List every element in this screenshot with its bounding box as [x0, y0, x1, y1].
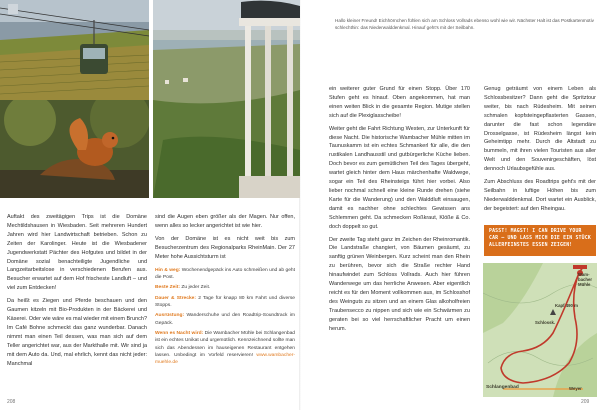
map-label-muehle: Wam-bacher Mühle [578, 272, 593, 287]
paragraph: Da heißt es Ziegen und Pferde beschauen und den Gaumen kitzeln mit Bio-Produkten in der Bäckerei und Käserei. Oder wie wäre es mal wieder mit einem Brunch? Im Café Bohne schmeckt das ganz wunderbar. Danach nimmt man einen Teil dessen, was man sich auf dem Teller angerichtet war, aus der Markthalle mit. Wir sind ja mit dem Auto da. Und, mal ehrlich, kennt das nicht jeder: Manchmal [7, 298, 148, 367]
tip-box: PASST! MAGST! I CAN DRIVE YOUR CAR – UND LASS MICH DIE EIN STÜCK ALLERFEINSTES ESSEN ZEIGEN! [484, 225, 596, 256]
info-item [155, 330, 295, 367]
info-label: Ausrüstung: [155, 313, 185, 319]
info-label: Hin & weg: [155, 267, 181, 273]
paragraph: Weiter geht die Fahrt Richtung Westen, zur Unterkunft für diese Nacht. Die historische Wambacher Mühle mitten im Taunuskamm ist ein echtes Schmankerl für alle, die den rustikalen Landhausstil und gutbürgerliche Küche lieben. Doch bevor es zum gemütlichen Teil des Tages übergeht, wartet gleich hinter dem Haus märchenhafte Waldwege, sogar ein Teil des Rheinsteigs führt hier vorbei. Also lieber nochmal schnell eine kleine Runde drehen (siehe Karte für die Wanderung) und den Walddluft einsaugen, damit es nachher ohne schlechtes Gewissen ans Schlemmen geht. Da schmecken Roßkraut, Klöße & Co. doch doppelt so gut. [329, 125, 470, 230]
paragraph: Von der Domäne ist es nicht weit bis zum Besucherzentrum des Regionalparks RheinMain. Der 27 Meter hohe Aussichtsturm ist [155, 235, 295, 260]
info-text: 2 Tage für knapp 80 km Fahrt und diverse Stopps. [155, 295, 296, 308]
paragraph: Auftakt des zweitägigen Trips ist die Domäne Mechtildshausen in Wiesbaden. Seit mehreren Hundert Jahren wird hier Landwirtschaft betrieben. Schon zu Zeiten der Karolinger. Heute ist die Wiesbadener Jugendwerkstatt Pächter des Hofgutes und bildet in der Domäne sozial benachteiligte Jugendliche und Langzeitarbeitslose in verschiedenen Berufen aus. Besucher erwartet auf dem Hof frischeste Landluft – und viel zum Entdecken! [7, 214, 147, 292]
info-item [155, 312, 295, 327]
map-label-area: Schlossk. [535, 320, 556, 325]
text-column-3 [329, 85, 470, 333]
map-label-peak: Kapf 490 m [555, 303, 578, 308]
page-number-left: 208 [7, 399, 16, 405]
hiking-map [483, 263, 597, 397]
info-label: Beste Zeit: [155, 285, 181, 291]
info-text: Die Wambacher Mühle bei Schlangenbad ist ein echtes Unikat und urgemütlich. Kennzeichnend sollte man sich das Abendessen im hauseigenen Restaurant entgehen lassen. Unbedingt im Vorfeld reservieren! [155, 331, 296, 359]
paragraph: sind die Augen eben größer als der Magen. Nur offen, wenn alles so lecker angerichtet ist wie hier. [155, 214, 295, 229]
cable-car-photo [0, 0, 149, 100]
paragraph: Genug geträumt von einem Leben als Schlossbesitzer? Dann geht die Spritztour weiter, bis nach Rüdesheim. Mit seinen schmalen kopfsteingepflasterten Gassen, darunter die fast schon legendäre Drosselgasse, ist Rüdesheim längst kein Geheimtipp mehr. Durch die Altstadt zu bummeln, mit ihren vielen Touristen aus aller Welt und den Souvenirgeschäften, löst dennoch Urlaubsgefühle aus. [484, 86, 596, 173]
map-label-weyer: Weyer [569, 386, 582, 391]
info-label: Dauer & Strecke: [155, 295, 197, 301]
info-label: Wenn es Nacht wird: [155, 331, 204, 337]
page-number-right: 209 [581, 399, 590, 405]
paragraph: ein weiterer guter Grund für einen Stopp. Über 170 Stufen geht es hinauf. Oben angekommen, hat man einen weiten Blick in die gesamte Region. Mutige stellen sich auf die Plexiglasscheibe! [329, 86, 470, 119]
info-text: Zu jeder Zeit. [181, 285, 211, 291]
info-item [155, 284, 295, 291]
photo-caption: Hallo kleiner Freund! Eichhörnchen fühlen sich am Schloss Vollrads ebenso wohl wie wir. Nächster Halt ist das Postkartenmotiv schlechthin: das Niederwalddenkmal. Hinauf geht's mit der Seilbahn. [335, 18, 594, 30]
info-item [155, 267, 295, 282]
website-link[interactable]: www.wambacher-muehle.de [155, 353, 296, 366]
info-item [155, 295, 295, 310]
info-text: Wanderschuhe und den Roadtrip-Soundtrack im Gepäck. [155, 313, 295, 326]
map-label-town: Schlangenbad [486, 385, 519, 390]
text-column-2 [155, 213, 295, 367]
text-column-1 [7, 213, 147, 368]
temple-rhine-photo [153, 0, 300, 198]
trip-info-box [155, 267, 295, 367]
text-column-4 [484, 85, 596, 214]
paragraph: Zum Abschluss des Roadtrips geht's mit der Seilbahn in luftige Höhen bis zum Niederwalddenkmal. Dort wartet ein Ausblick, der begeistert: auf den Rheingau. [484, 179, 596, 212]
paragraph: Der zweite Tag steht ganz im Zeichen der Rheinromantik. Die Landstraße changiert, von Bäumen gesäumt, zu sanftig grünen Weinbergen. Kurz scheint man den Rhein zu berühren, bevor sich die Straße rechter Hand hinaufwindet zum Schloss Vollrads. Auch hier führen Wanderwege um das herrliche Anwesen. Aber eigentlich reicht es für den Moment vollkommen aus, im Schlosshof des Weinguts zu sitzen und an einem Glas alkoholfreien Traubensecco zu nippen und sich wie ein Schwärmen zu geraten bei so viel herrschaftlicher Pracht um einen herum. [329, 236, 470, 332]
squirrel-photo [0, 100, 149, 198]
info-text: Wochenendgepäck ins Auto schmeißen und ab geht die Post. [155, 267, 296, 280]
